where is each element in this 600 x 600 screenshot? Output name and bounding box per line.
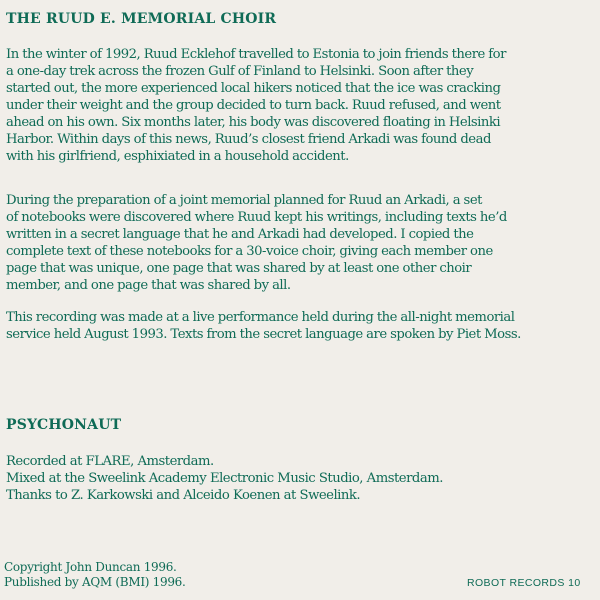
notebooks-paragraph	[6, 192, 600, 294]
text-line: This recording was made at a live performance held during the all-night memorial	[6, 310, 515, 325]
text-line: started out, the more experienced local hikers noticed that the ice was cracking	[6, 81, 501, 96]
credit-line: Mixed at the Sweelink Academy Electronic Music Studio, Amsterdam.	[6, 471, 443, 486]
catalog-number: ROBOT RECORDS 10	[467, 577, 581, 589]
story-paragraph	[6, 46, 600, 165]
text-line: member, and one page that was shared by all.	[6, 278, 291, 293]
text-line: of notebooks were discovered where Ruud kept his writings, including texts he’d	[6, 210, 507, 225]
text-line: service held August 1993. Texts from the secret language are spoken by Piet Moss.	[6, 327, 521, 342]
text-line: with his girlfriend, esphixiated in a household accident.	[6, 149, 349, 164]
main-heading: THE RUUD E. MEMORIAL CHOIR	[6, 11, 277, 27]
copyright-block	[4, 560, 186, 590]
text-line: written in a secret language that he and Arkadi had developed. I copied the	[6, 227, 474, 242]
text-line: Harbor. Within days of this news, Ruud’s closest friend Arkadi was found dead	[6, 132, 491, 147]
section-heading: PSYCHONAUT	[6, 417, 122, 433]
text-line: In the winter of 1992, Ruud Ecklehof travelled to Estonia to join friends there for	[6, 47, 506, 62]
credits-list	[6, 453, 443, 504]
text-line: ahead on his own. Six months later, his body was discovered floating in Helsinki	[6, 115, 501, 130]
credit-line: Recorded at FLARE, Amsterdam.	[6, 454, 214, 469]
credit-line: Thanks to Z. Karkowski and Alceido Koenen at Sweelink.	[6, 488, 361, 503]
text-line: complete text of these notebooks for a 30-voice choir, giving each member one	[6, 244, 493, 259]
text-line: During the preparation of a joint memorial planned for Ruud an Arkadi, a set	[6, 193, 482, 208]
publisher-line: Published by AQM (BMI) 1996.	[4, 575, 186, 589]
text-line: a one-day trek across the frozen Gulf of Finland to Helsinki. Soon after they	[6, 64, 474, 79]
recording-paragraph	[6, 309, 600, 343]
copyright-line: Copyright John Duncan 1996.	[4, 560, 177, 574]
text-line: page that was unique, one page that was shared by at least one other choir	[6, 261, 472, 276]
text-line: under their weight and the group decided to turn back. Ruud refused, and went	[6, 98, 501, 113]
